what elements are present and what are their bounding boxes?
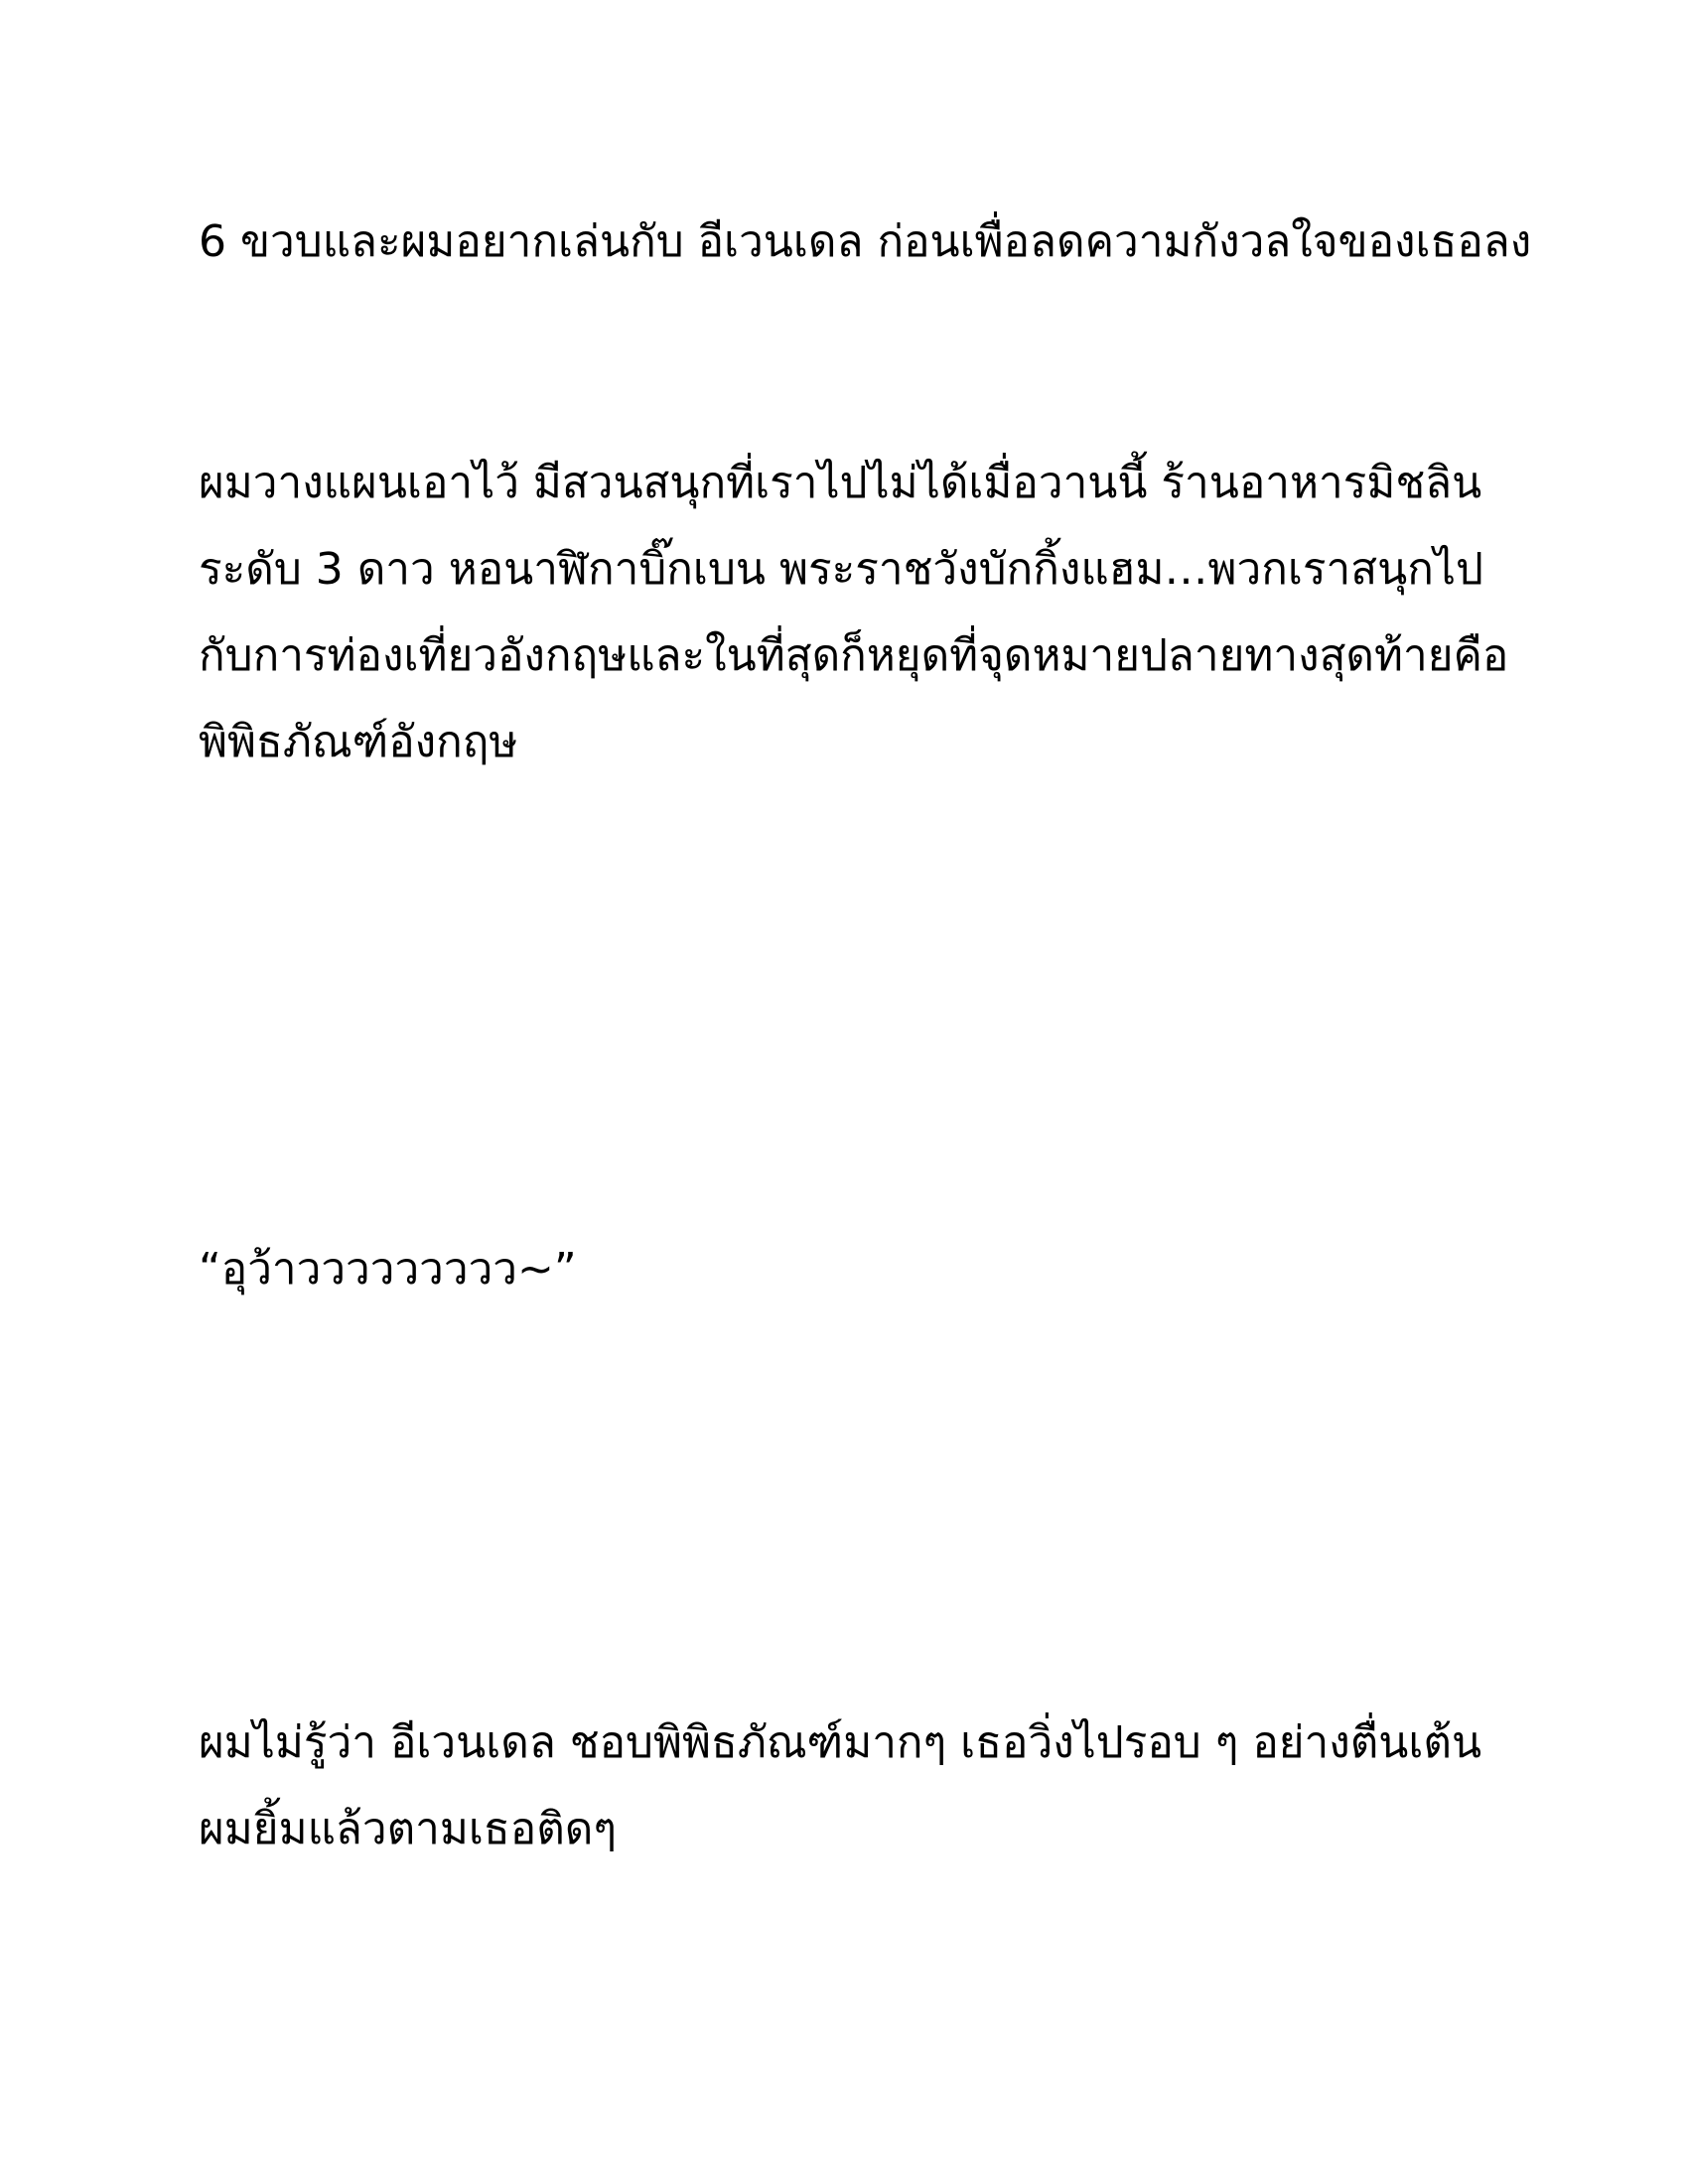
paragraph-line: ระดับ 3 ดาว หอนาฬิกาบิ๊กเบน พระราชวังบักกิ้งแฮม…พวกเราสนุกไป [199,544,1483,595]
paragraph-line: “อุว้าววววววววว~” [199,1244,577,1295]
paragraph-line: ผมยิ้มแล้วตามเธอติดๆ [199,1804,617,1854]
paragraph-2 [199,440,1509,785]
paragraph-line: พิพิธภัณฑ์อังกฤษ [199,717,518,767]
paragraph-4 [199,1700,1499,1872]
dialogue-line [199,1226,1499,1312]
paragraph-1 [199,199,1532,285]
paragraph-line: 6 ขวบและผมอยากเล่นกับ อีเวนเดล ก่อนเพื่อลดความกังวลใจของเธอลง [199,216,1532,267]
paragraph-line: ผมวางแผนเอาไว้ มีสวนสนุกที่เราไปไม่ได้เมื่อวานนี้ ร้านอาหารมิชลิน [199,458,1482,508]
paragraph-line: กับการท่องเที่ยวอังกฤษและในที่สุดก็หยุดที่จุดหมายปลายทางสุดท้ายคือ [199,630,1509,681]
paragraph-line: ผมไม่รู้ว่า อีเวนเดล ชอบพิพิธภัณฑ์มากๆ เธอวิ่งไปรอบ ๆ อย่างตื่นเต้น [199,1717,1482,1768]
